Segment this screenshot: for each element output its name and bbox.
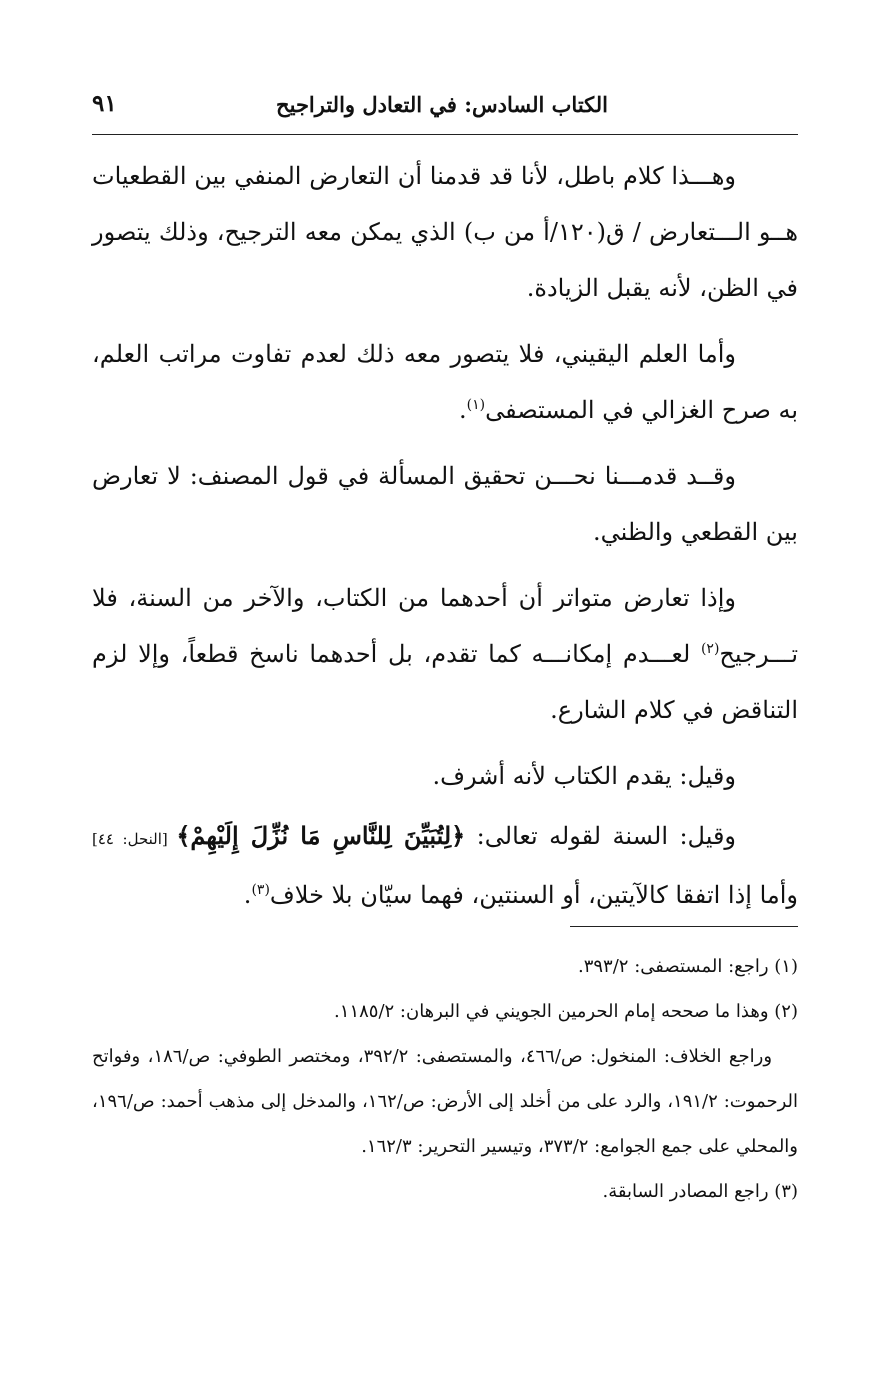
footnote-divider <box>570 926 798 927</box>
paragraph-3-text: وقــد قدمـــنا نحـــن تحقيق المسألة في قول المصنف: لا تعارض بين القطعي والظني. <box>92 462 798 546</box>
verse-reference: [النحل: ٤٤] <box>92 830 177 848</box>
page-number: ٩١ <box>92 90 117 117</box>
paragraph-1 <box>92 148 798 316</box>
paragraph-6-text-2: وأما إذا اتفقا كالآيتين، أو السنتين، فهما سيّان بلا خلاف <box>269 881 798 909</box>
footnote-marker-2: (٢) <box>700 641 720 657</box>
paragraph-2-text: وأما العلم اليقيني، فلا يتصور معه ذلك لعدم تفاوت مراتب العلم، به صرح الغزالي في المستصفى <box>92 340 798 424</box>
footnote-2-continuation: وراجع الخلاف: المنخول: ص/٤٦٦، والمستصفى: ٣٩٢/٢، ومختصر الطوفي: ص/١٨٦، وفواتح الرحموت: ١٩١/٢، والرد على من أخلد إلى الأرض: ص/١٦٢، والمدخل إلى مذهب أحمد: ص/١٩٦، والمحلي على جمع الجوامع: ٣٧٣/٢، وتيسير التحرير: ١٦٢/٣. <box>92 1046 799 1157</box>
chapter-title: الكتاب السادس: في التعادل والتراجيح <box>276 92 608 117</box>
paragraph-4-text: وإذا تعارض متواتر أن أحدهما من الكتاب، والآخر من السنة، فلا تـــرجيح <box>92 584 798 668</box>
paragraph-6-text: وقيل: السنة لقوله تعالى: <box>465 822 737 850</box>
paragraph-1-text: وهـــذا كلام باطل، لأنا قد قدمنا أن التعارض المنفي بين القطعيات هــو الـــتعارض / ق(١٢٠/أ من ب) الذي يمكن معه الترجيح، وذلك يتصور في الظن، لأنه يقبل الزيادة. <box>92 162 798 302</box>
paragraph-5-text: وقيل: يقدم الكتاب لأنه أشرف. <box>432 762 736 790</box>
paragraph-3 <box>92 448 798 560</box>
footnote-marker-3: (٣) <box>251 882 270 898</box>
paragraph-5 <box>92 748 798 804</box>
paragraph-6-tail: . <box>243 881 252 909</box>
quran-verse: ﴿لِتُبَيِّنَ لِلنَّاسِ مَا نُزِّلَ إِلَيْهِمْ﴾ <box>176 821 466 850</box>
running-header <box>92 88 798 128</box>
paragraph-2 <box>92 326 798 438</box>
footnotes <box>92 944 798 1214</box>
main-text <box>92 148 798 933</box>
footnote-2: (٢) وهذا ما صححه إمام الحرمين الجويني في البرهان: ١١٨٥/٢. <box>334 1001 798 1022</box>
footnote-marker-1: (١) <box>466 397 486 413</box>
footnote-3: (٣) راجع المصادر السابقة. <box>602 1181 798 1202</box>
paragraph-4 <box>92 570 798 738</box>
paragraph-6 <box>92 808 798 923</box>
paragraph-2-tail: . <box>458 396 467 424</box>
footnote-1: (١) راجع: المستصفى: ٣٩٣/٢. <box>577 956 798 977</box>
header-divider <box>92 134 798 135</box>
paragraph-4-tail: لعـــدم إمكانـــه كما تقدم، بل أحدهما ناسخ قطعاً، وإلا لزم التناقض في كلام الشارع. <box>92 640 798 724</box>
